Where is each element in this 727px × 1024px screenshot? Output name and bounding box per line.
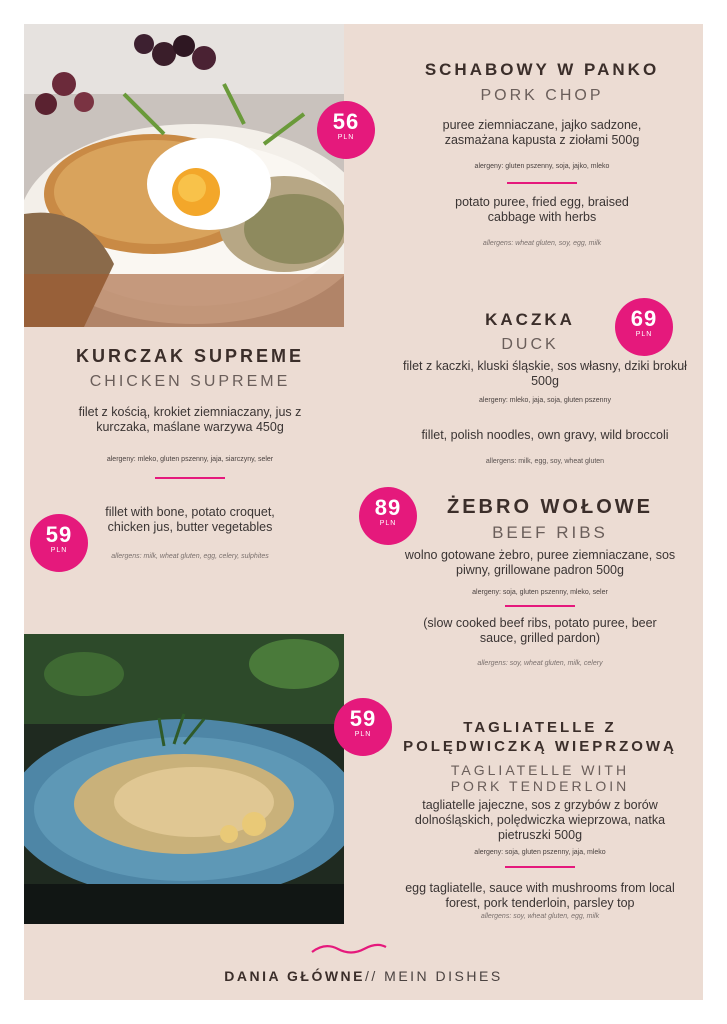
- currency: PLN: [354, 731, 372, 738]
- dish-zebro: [395, 496, 685, 669]
- dish-subtitle: BEEF RIBS: [492, 523, 608, 542]
- currency: PLN: [337, 134, 355, 141]
- footer-separator: //: [365, 968, 378, 984]
- dish-description-en: egg tagliatelle, sauce with mushrooms from local forest, pork tenderloin, parsley top: [405, 881, 675, 910]
- pork-chop-photo: [24, 24, 344, 327]
- dish-subtitle: PORK CHOP: [480, 87, 604, 104]
- allergens-pl: alergeny: mleko, gluten pszenny, jaja, siarczyny, seler: [106, 456, 274, 463]
- allergens-en: allergens: wheat gluten, soy, egg, milk: [482, 240, 602, 247]
- price: 56: [332, 109, 360, 134]
- price-badge-kurczak: [30, 514, 88, 572]
- allergens-en: allergens: soy, wheat gluten, milk, celery: [477, 660, 603, 667]
- divider: [507, 182, 577, 184]
- dish-description-pl: filet z kaczki, kluski śląskie, sos własny, dziki brokuł 500g: [403, 359, 687, 388]
- dish-description-en: potato puree, fried egg, braised cabbage with herbs: [455, 195, 629, 224]
- dish-kaczka: [385, 306, 705, 467]
- dish-subtitle: DUCK: [501, 336, 559, 353]
- allergens-en: allergens: milk, wheat gluten, egg, celery, sulphites: [111, 553, 269, 560]
- footer-title-pl: DANIA GŁÓWNE: [224, 968, 365, 984]
- allergens-pl: alergeny: soja, gluten pszenny, jaja, mleko: [474, 849, 606, 856]
- allergens-pl: alergeny: gluten pszenny, soja, jajko, mleko: [474, 163, 610, 170]
- dish-schabowy: [387, 60, 697, 249]
- divider: [505, 605, 575, 607]
- divider: [505, 866, 575, 868]
- price: 59: [45, 522, 73, 547]
- dish-description-en: (slow cooked beef ribs, potato puree, beer sauce, grilled pardon): [423, 616, 657, 645]
- dish-description-pl: filet z kością, krokiet ziemniaczany, jus z kurczaka, maślane warzywa 450g: [78, 405, 302, 434]
- dish-title: KACZKA: [485, 310, 575, 329]
- dish-title: ŻEBRO WOŁOWE: [447, 496, 653, 518]
- dish-title: SCHABOWY W PANKO: [424, 60, 660, 79]
- price-badge-tagliatelle: [334, 698, 392, 756]
- dish-subtitle: TAGLIATELLE WITH PORK TENDERLOIN: [450, 762, 630, 794]
- price-badge-schabowy: [317, 101, 375, 159]
- dish-tagliatelle: [390, 718, 690, 922]
- dish-description-pl: puree ziemniaczane, jajko sadzone, zasmażana kapusta z ziołami 500g: [442, 118, 642, 147]
- dish-subtitle: CHICKEN SUPREME: [89, 373, 291, 390]
- dish-description-pl: tagliatelle jajeczne, sos z grzybów z borów dolnośląskich, polędwiczka wieprzowa, natka pietruszki 500g: [414, 798, 666, 842]
- dish-title: KURCZAK SUPREME: [75, 346, 304, 366]
- section-footer: [0, 968, 727, 984]
- dish-kurczak: [40, 346, 340, 479]
- currency: PLN: [379, 520, 397, 527]
- price: 89: [374, 495, 402, 520]
- dish-description-en: fillet with bone, potato croquet, chicken jus, butter vegetables: [105, 505, 275, 534]
- tagliatelle-photo: [24, 634, 344, 924]
- currency: PLN: [635, 331, 653, 338]
- price: 69: [630, 306, 658, 331]
- dish-description-en: fillet, polish noodles, own gravy, wild broccoli: [421, 428, 669, 442]
- allergens-en: allergens: milk, egg, soy, wheat gluten: [485, 458, 605, 465]
- allergens-en: allergens: soy, wheat gluten, egg, milk: [480, 913, 600, 920]
- divider: [155, 477, 225, 479]
- footer-title-en: MEIN DISHES: [384, 968, 503, 984]
- currency: PLN: [50, 547, 68, 554]
- wave-decoration: [310, 940, 388, 958]
- dish-description-pl: wolno gotowane żebro, puree ziemniaczane, sos piwny, grillowane padron 500g: [404, 548, 676, 577]
- dish-title: TAGLIATELLE Z POLĘDWICZKĄ WIEPRZOWĄ: [403, 719, 677, 755]
- allergens-pl: alergeny: mleko, jaja, soja, gluten pszenny: [479, 397, 611, 404]
- price: 59: [349, 706, 377, 731]
- allergens-pl: alergeny: soja, gluten pszenny, mleko, seler: [472, 589, 608, 596]
- dish-kurczak-en: [90, 505, 290, 562]
